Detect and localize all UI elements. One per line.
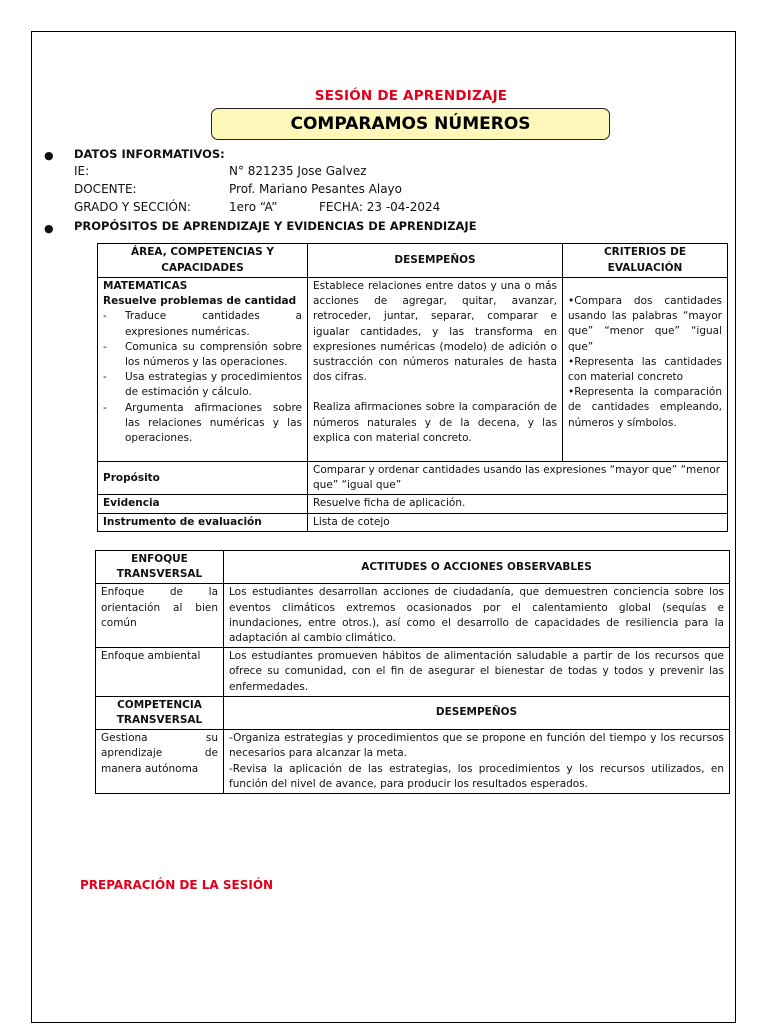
datos-heading: DATOS INFORMATIVOS:	[74, 147, 225, 161]
evidencia-value: Resuelve ficha de aplicación.	[308, 495, 728, 513]
col-area-header: ÁREA, COMPETENCIAS Y CAPACIDADES	[98, 244, 308, 278]
competencia-name: Resuelve problemas de cantidad	[103, 295, 297, 308]
col-desempenos-transversal-header: DESEMPEÑOS	[224, 696, 730, 729]
gestiona-value	[224, 730, 730, 794]
ambiental-value: Los estudiantes promueven hábitos de alimentación saludable a partir de los recursos que ofrece su comunidad, con el fin de asegurar el bienestar de todas y todos y prevenir las enfermedades.	[224, 648, 730, 697]
instrumento-label: Instrumento de evaluación	[98, 513, 308, 531]
desempenos-cell	[308, 278, 563, 462]
gestiona-label: Gestiona su aprendizaje de manera autónoma	[96, 730, 224, 794]
list-item: - Argumenta afirmaciones sobre las relaciones numéricas y las operaciones.	[103, 401, 302, 447]
col-desempenos-header: DESEMPEÑOS	[308, 244, 563, 278]
col-criterios-header: CRITERIOS DE EVALUACIÓN	[563, 244, 728, 278]
ie-label: IE:	[74, 164, 90, 178]
bullet-dot: ●	[44, 149, 54, 162]
bien-comun-value: Los estudiantes desarrollan acciones de ciudadanía, que demuestren conciencia sobre los eventos climáticos extremos ocasionados por el calentamiento global (sequías e inundaciones, entre otros.), así como el desarrollo de capacidades de resiliencia para la adaptación al cambio climático.	[224, 584, 730, 648]
instrumento-value: Lista de cotejo	[308, 513, 728, 531]
col-enfoque-header: ENFOQUE TRANSVERSAL	[96, 551, 224, 584]
docente-label: DOCENTE:	[74, 182, 137, 196]
grado-value: 1ero “A”	[229, 200, 278, 214]
enfoques-table	[95, 550, 730, 794]
ambiental-label: Enfoque ambiental	[96, 648, 224, 697]
proposito-label: Propósito	[98, 462, 308, 495]
criterio-3: •Representa la comparación de cantidades empleando, números y símbolos.	[568, 386, 722, 429]
criterio-1: •Compara dos cantidades usando las palabras “mayor que” “menor que” “igual que”	[568, 295, 722, 353]
list-item: - Comunica su comprensión sobre los números y las operaciones.	[103, 340, 302, 370]
criterios-cell	[563, 278, 728, 462]
session-label: SESIÓN DE APRENDIZAJE	[314, 88, 508, 104]
desempeno-2: Realiza afirmaciones sobre la comparación de números naturales y de la decena, y las explica con material concreto.	[313, 401, 557, 444]
propositos-table	[97, 243, 728, 532]
bullet-dot: ●	[44, 222, 54, 235]
area-cell	[98, 278, 308, 462]
grado-label: GRADO Y SECCIÓN:	[74, 200, 191, 214]
docente-value: Prof. Mariano Pesantes Alayo	[229, 182, 403, 196]
list-item: - Usa estrategias y procedimientos de estimación y cálculo.	[103, 370, 302, 400]
ie-value: N° 821235 Jose Galvez	[229, 164, 367, 178]
gestiona-desempeno-1: -Organiza estrategias y procedimientos que se propone en función del tiempo y los recursos necesarios para alcanzar la meta.	[229, 732, 724, 760]
criterio-2: •Representa las cantidades con material concreto	[568, 355, 722, 384]
bien-comun-label: Enfoque de la orientación al bien común	[96, 584, 224, 648]
desempeno-1: Establece relaciones entre datos y una o más acciones de agregar, quitar, avanzar, retroceder, juntar, separar, comparar e igualar cantidades, y las transforma en expresiones numéricas (modelo) de adición o sustracción con números naturales de hasta dos cifras.	[313, 280, 557, 384]
area-name: MATEMATICAS	[103, 280, 188, 292]
evidencia-label: Evidencia	[98, 495, 308, 513]
proposito-value: Comparar y ordenar cantidades usando las expresiones “mayor que” “menor que” “igual que”	[308, 462, 728, 495]
preparacion-heading: PREPARACIÓN DE LA SESIÓN	[80, 878, 274, 892]
session-title: COMPARAMOS NÚMEROS	[290, 114, 531, 134]
gestiona-desempeno-2: -Revisa la aplicación de las estrategias, los procedimientos y los recursos utilizados, en función del nivel de avance, para producir los resultados esperados.	[229, 762, 724, 790]
list-item: - Traduce cantidades a expresiones numéricas.	[103, 309, 302, 339]
session-title-banner	[211, 108, 610, 140]
fecha-value: FECHA: 23 -04-2024	[319, 200, 441, 214]
col-actitudes-header: ACTITUDES O ACCIONES OBSERVABLES	[224, 551, 730, 584]
propositos-heading: PROPÓSITOS DE APRENDIZAJE Y EVIDENCIAS DE APRENDIZAJE	[74, 219, 477, 233]
col-competencia-header: COMPETENCIA TRANSVERSAL	[96, 696, 224, 729]
capacidades-list	[103, 309, 302, 446]
